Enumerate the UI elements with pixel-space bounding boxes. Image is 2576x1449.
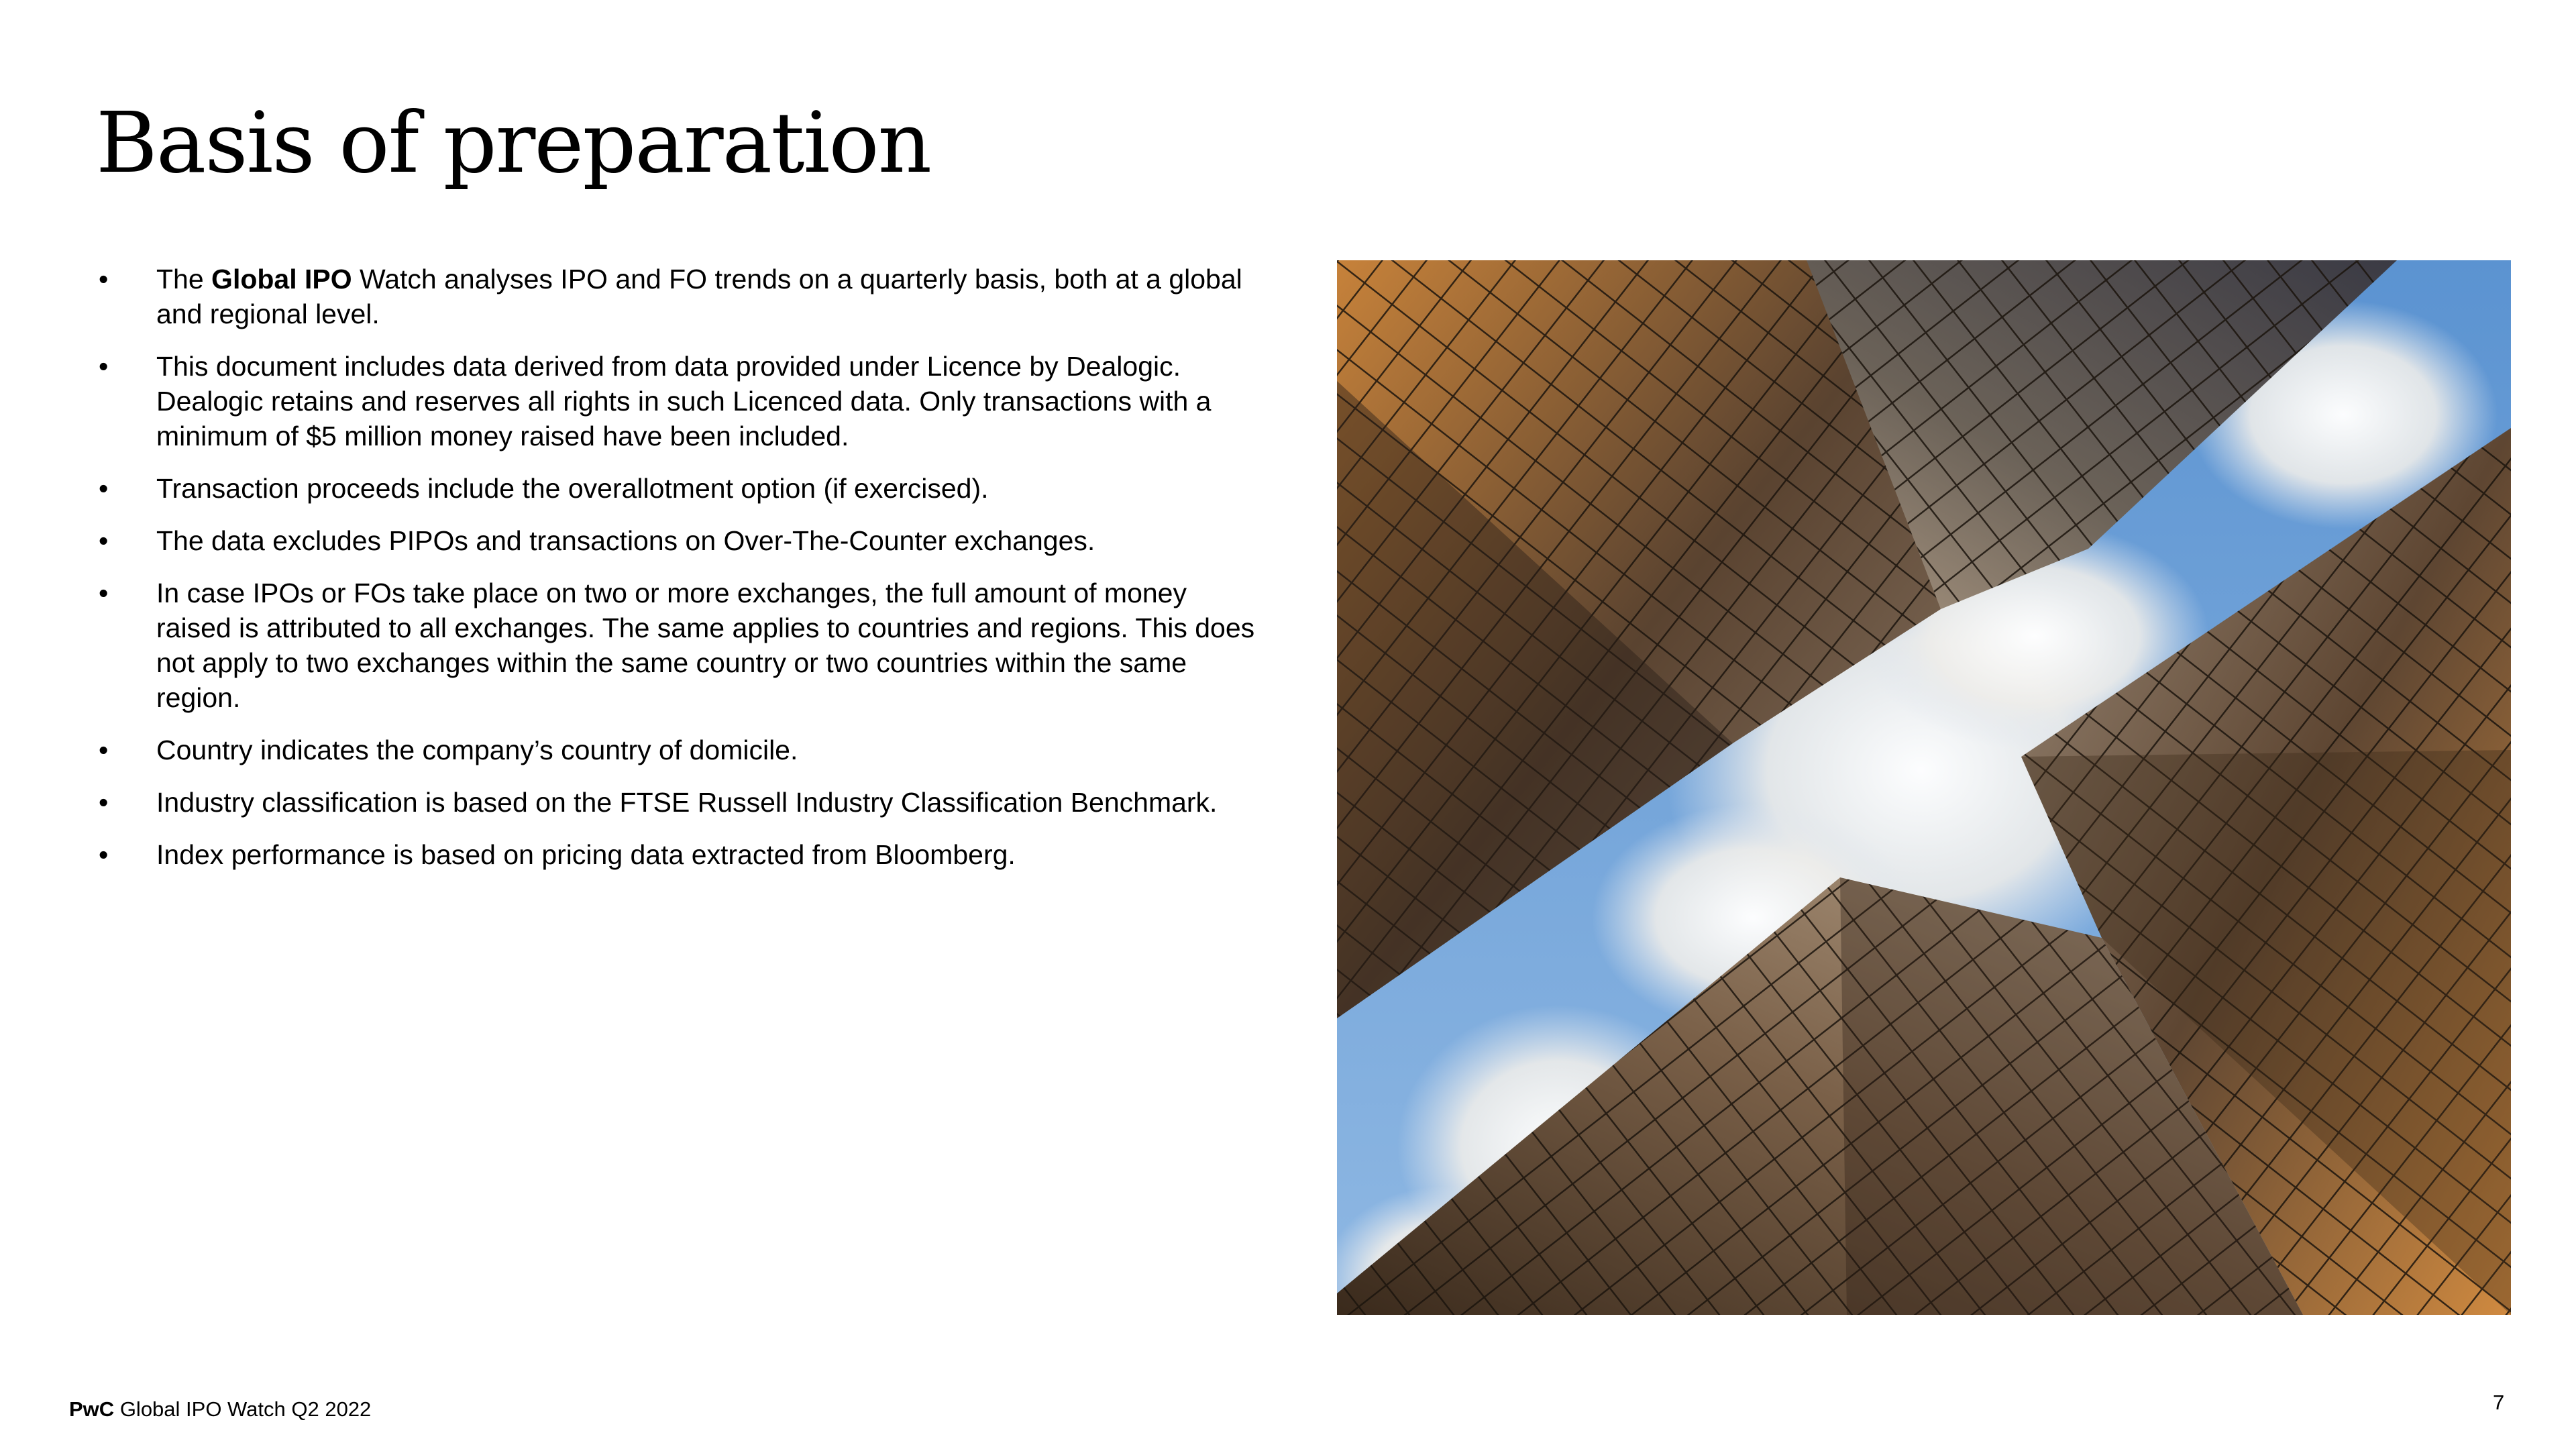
- bullet-text: This document includes data derived from data provided under Licence by Dealogic. Dealogic retains and reserves all rights in such Licenced data. Only transactions with a minimum of $5 million money raised have been included.: [156, 351, 1212, 451]
- footer-report-label: [69, 1397, 371, 1421]
- footer-brand: PwC: [69, 1397, 115, 1421]
- bullet-text: Country indicates the company’s country of domicile.: [156, 735, 798, 765]
- bullet-item: [96, 262, 1263, 331]
- bullet-item: [96, 576, 1263, 715]
- bullet-marker: •: [99, 578, 109, 608]
- bullet-item: [96, 785, 1263, 820]
- bullet-item: [96, 523, 1263, 558]
- bullet-text-rest: Watch analyses IPO and FO trends on a quarterly basis, both at a global and regional level.: [156, 264, 1242, 329]
- bullet-marker: •: [99, 735, 109, 765]
- bullet-item: [96, 733, 1263, 767]
- bullet-text: The data excludes PIPOs and transactions on Over-The-Counter exchanges.: [156, 525, 1095, 556]
- bullet-item: [96, 837, 1263, 872]
- bullet-text: Index performance is based on pricing data extracted from Bloomberg.: [156, 839, 1016, 870]
- bullet-list: [96, 262, 1263, 890]
- bullet-text: In case IPOs or FOs take place on two or more exchanges, the full amount of money raised is attributed to all exchanges. The same applies to countries and regions. This does not apply to two exchanges within the same country or two countries within the same region.: [156, 578, 1255, 713]
- bullet-item: [96, 471, 1263, 506]
- bullet-marker: •: [99, 525, 109, 556]
- skyscraper-photo: [1337, 260, 2511, 1315]
- bullet-marker: •: [99, 839, 109, 870]
- bullet-bold-term: Global IPO: [211, 264, 352, 294]
- bullet-text: Transaction proceeds include the overallotment option (if exercised).: [156, 473, 989, 504]
- page-number: 7: [2493, 1391, 2505, 1414]
- slide-title: Basis of preparation: [96, 95, 931, 192]
- footer-report-title: Global IPO Watch Q2 2022: [119, 1397, 372, 1421]
- bullet-item: [96, 349, 1263, 453]
- bullet-marker: •: [99, 473, 109, 504]
- bullet-marker: •: [99, 351, 109, 382]
- bullet-marker: •: [99, 264, 109, 294]
- bullet-text-lead: The: [156, 264, 212, 294]
- bullet-text: Industry classification is based on the FTSE Russell Industry Classification Benchmark.: [156, 787, 1218, 818]
- bullet-marker: •: [99, 787, 109, 818]
